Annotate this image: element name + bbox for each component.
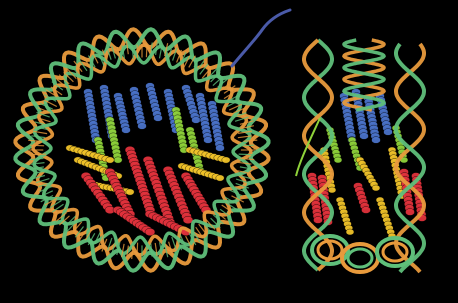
base-pair	[146, 243, 147, 256]
helix-turn	[328, 187, 336, 193]
base-pair	[32, 154, 46, 155]
helix-turn	[122, 127, 131, 134]
base-pair	[239, 154, 253, 155]
helix-turn	[192, 117, 201, 124]
base-pair	[137, 243, 138, 256]
helix-turn	[126, 189, 134, 195]
histone-h3-helices	[84, 83, 225, 152]
helix-turn	[384, 129, 393, 136]
helix-turn	[145, 228, 155, 236]
helix-turn	[346, 229, 354, 235]
helix-turn	[334, 157, 342, 163]
helix-turn	[372, 137, 381, 144]
helix-turn	[372, 185, 380, 191]
helix-turn	[313, 217, 322, 224]
helix-turn	[138, 123, 147, 130]
helix-turn	[216, 145, 225, 152]
helix-turn	[216, 175, 224, 181]
dna-superhelix-face	[15, 29, 268, 270]
helix-turn	[114, 157, 122, 163]
helix-turn	[154, 115, 163, 122]
helix-turn	[405, 209, 414, 216]
base-pair	[146, 44, 147, 57]
base-pair	[30, 145, 44, 146]
dna-loop	[348, 249, 372, 267]
nucleosome-face-view	[15, 10, 290, 271]
helix-turn	[360, 133, 369, 140]
base-pair	[240, 145, 254, 146]
nucleosome-side-view	[296, 40, 427, 272]
helix-turn	[106, 157, 114, 163]
helix-turn	[361, 207, 370, 214]
helix-turn	[204, 137, 213, 144]
helix-turn	[222, 157, 230, 163]
base-pair	[137, 45, 138, 58]
histone-tail	[232, 10, 290, 66]
